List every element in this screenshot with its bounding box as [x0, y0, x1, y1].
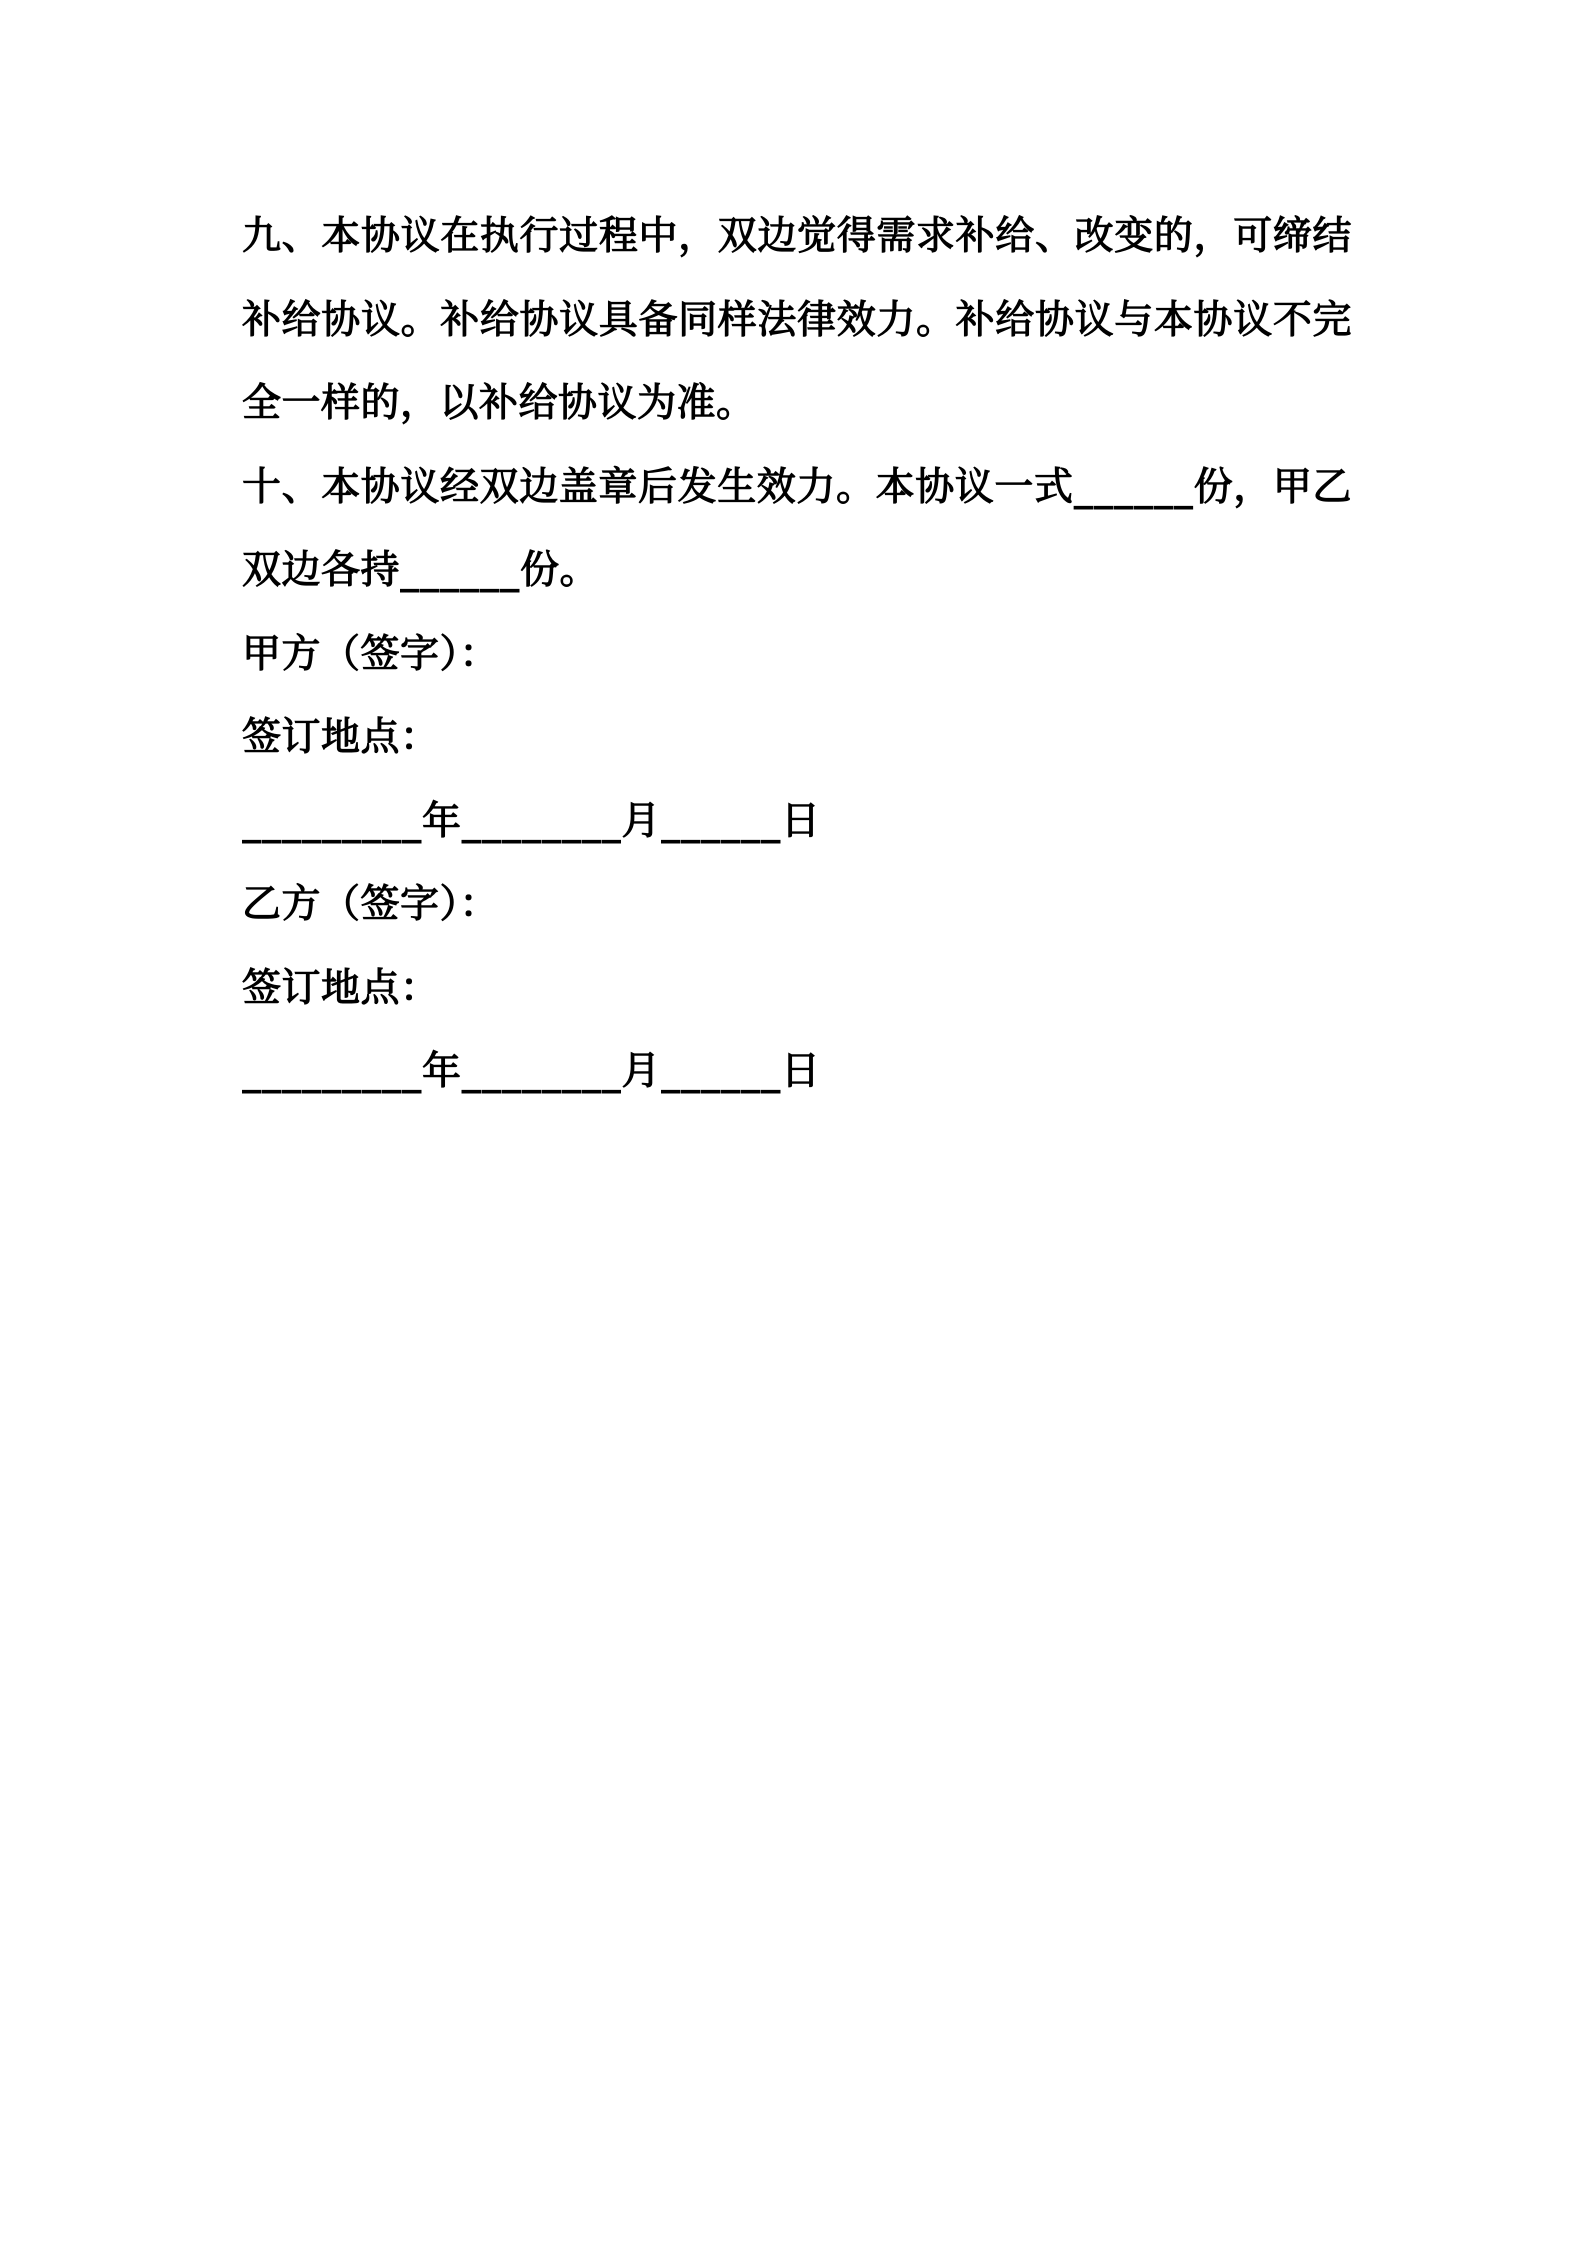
document-body [242, 195, 1352, 1114]
clause-10: 十、本协议经双边盖章后发生效力。本协议一式______份，甲乙双边各持______份。 [242, 464, 1352, 593]
party-a-section [242, 613, 1352, 864]
clause-9: 九、本协议在执行过程中，双边觉得需求补给、改变的，可缔结补给协议。补给协议具备同样法律效力。补给协议与本协议不完全一样的，以补给协议为准。 [242, 214, 1352, 426]
party-b-date-line: _________年________月______日 [242, 1049, 821, 1094]
party-a-place-label: 签订地点： [242, 715, 440, 760]
party-b-signature-label: 乙方（签字）： [242, 882, 500, 927]
party-a-signature-label: 甲方（签字）： [242, 631, 500, 677]
party-a-date-line: _________年________月______日 [242, 798, 821, 844]
party-b-section [242, 863, 1352, 1114]
party-b-place-label: 签订地点： [242, 965, 440, 1011]
